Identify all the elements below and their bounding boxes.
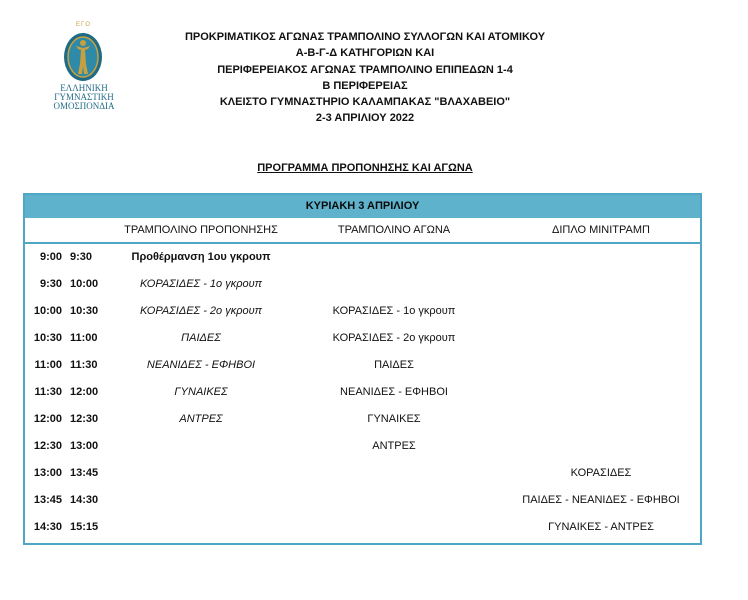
end-time: 12:00 bbox=[70, 386, 99, 398]
end-time: 11:30 bbox=[70, 359, 98, 371]
start-time: 9:00 bbox=[39, 251, 62, 263]
end-time: 9:30 bbox=[70, 251, 93, 263]
header-line-3: ΠΕΡΙΦΕΡΕΙΑΚΟΣ ΑΓΩΝΑΣ ΤΡΑΜΠΟΛΙΝΟ ΕΠΙΠΕΔΩΝ 1-4 bbox=[217, 63, 513, 76]
schedule-table bbox=[23, 193, 702, 545]
training-cell: ΝΕΑΝΙΔΕΣ - ΕΦΗΒΟΙ bbox=[146, 359, 256, 371]
double-mini-cell: ΓΥΝΑΙΚΕΣ - ΑΝΤΡΕΣ bbox=[548, 521, 654, 533]
logo-name-line-2: ΓΥΜΝΑΣΤΙΚΗ bbox=[54, 92, 114, 102]
start-time: 10:30 bbox=[33, 332, 62, 344]
competition-cell: ΑΝΤΡΕΣ bbox=[372, 440, 416, 452]
day-banner: ΚΥΡΙΑΚΗ 3 ΑΠΡΙΛΙΟΥ bbox=[25, 195, 700, 218]
column-header-competition: ΤΡΑΜΠΟΛΙΝΟ ΑΓΩΝΑ bbox=[337, 224, 451, 236]
end-time: 11:00 bbox=[70, 332, 98, 344]
table-row bbox=[25, 433, 700, 460]
start-time: 12:30 bbox=[33, 440, 62, 452]
start-time: 10:00 bbox=[33, 305, 62, 317]
column-header-double-mini: ΔΙΠΛΟ ΜΙΝΙΤΡΑΜΠ bbox=[552, 224, 650, 236]
column-headers bbox=[25, 218, 700, 242]
start-time: 11:30 bbox=[34, 386, 62, 398]
end-time: 10:00 bbox=[70, 278, 99, 290]
federation-logo bbox=[46, 22, 122, 122]
training-cell: ΚΟΡΑΣΙΔΕΣ - 1ο γκρουπ bbox=[139, 278, 263, 290]
table-row bbox=[25, 460, 700, 487]
logo-ego-text: ΕΓΟ bbox=[76, 22, 91, 28]
start-time: 12:00 bbox=[33, 413, 62, 425]
end-time: 14:30 bbox=[70, 494, 99, 506]
program-subtitle: ΠΡΟΓΡΑΜΜΑ ΠΡΟΠΟΝΗΣΗΣ ΚΑΙ ΑΓΩΝΑ bbox=[257, 162, 473, 174]
start-time: 13:45 bbox=[33, 494, 62, 506]
end-time: 15:15 bbox=[70, 521, 99, 533]
logo-name-line-3: ΟΜΟΣΠΟΝΔΙΑ bbox=[53, 101, 115, 111]
end-time: 12:30 bbox=[70, 413, 99, 425]
competition-cell: ΝΕΑΝΙΔΕΣ - ΕΦΗΒΟΙ bbox=[340, 386, 448, 398]
training-cell: ΑΝΤΡΕΣ bbox=[179, 413, 223, 425]
table-row bbox=[25, 514, 700, 541]
table-row bbox=[25, 379, 700, 406]
end-time: 13:00 bbox=[70, 440, 99, 452]
end-time: 13:45 bbox=[70, 467, 99, 479]
table-row bbox=[25, 298, 700, 325]
double-mini-cell: ΠΑΙΔΕΣ - ΝΕΑΝΙΔΕΣ - ΕΦΗΒΟΙ bbox=[522, 494, 680, 506]
competition-cell: ΠΑΙΔΕΣ bbox=[374, 359, 414, 371]
start-time: 14:30 bbox=[33, 521, 62, 533]
training-cell: ΚΟΡΑΣΙΔΕΣ - 2ο γκρουπ bbox=[139, 305, 263, 317]
competition-cell: ΚΟΡΑΣΙΔΕΣ - 1ο γκρουπ bbox=[332, 305, 456, 317]
training-cell: ΓΥΝΑΙΚΕΣ bbox=[174, 386, 228, 398]
event-header bbox=[150, 29, 580, 127]
header-line-6: 2-3 ΑΠΡΙΛΙΟΥ 2022 bbox=[315, 112, 415, 125]
table-row bbox=[25, 352, 700, 379]
header-line-5: ΚΛΕΙΣΤΟ ΓΥΜΝΑΣΤΗΡΙΟ ΚΑΛΑΜΠΑΚΑΣ "ΒΛΑΧΑΒΕΙΟ" bbox=[219, 96, 511, 109]
header-line-2: Α-Β-Γ-Δ ΚΑΤΗΓΟΡΙΩΝ ΚΑΙ bbox=[295, 47, 435, 60]
table-row bbox=[25, 487, 700, 514]
logo-name bbox=[46, 84, 122, 111]
end-time: 10:30 bbox=[70, 305, 99, 317]
double-mini-cell: ΚΟΡΑΣΙΔΕΣ bbox=[570, 467, 632, 479]
table-row bbox=[25, 244, 700, 271]
table-row bbox=[25, 325, 700, 352]
start-time: 11:00 bbox=[34, 359, 62, 371]
start-time: 9:30 bbox=[39, 278, 62, 290]
gymnast-emblem-icon bbox=[62, 30, 104, 82]
table-row bbox=[25, 406, 700, 433]
competition-cell: ΚΟΡΑΣΙΔΕΣ - 2ο γκρουπ bbox=[332, 332, 456, 344]
column-header-training: ΤΡΑΜΠΟΛΙΝΟ ΠΡΟΠΟΝΗΣΗΣ bbox=[124, 224, 278, 236]
header-line-1: ΠΡΟΚΡΙΜΑΤΙΚΟΣ ΑΓΩΝΑΣ ΤΡΑΜΠΟΛΙΝΟ ΣΥΛΛΟΓΩΝ ΚΑΙ ΑΤΟΜΙΚΟΥ bbox=[184, 31, 546, 43]
table-row bbox=[25, 271, 700, 298]
header-line-4: Β ΠΕΡΙΦΕΡΕΙΑΣ bbox=[322, 79, 408, 92]
competition-cell: ΓΥΝΑΙΚΕΣ bbox=[367, 413, 421, 425]
start-time: 13:00 bbox=[33, 467, 62, 479]
training-cell: ΠΑΙΔΕΣ bbox=[181, 332, 221, 344]
training-cell: Προθέρμανση 1ου γκρουπ bbox=[131, 251, 271, 263]
logo-name-line-1: ΕΛΛΗΝΙΚΗ bbox=[60, 83, 108, 93]
